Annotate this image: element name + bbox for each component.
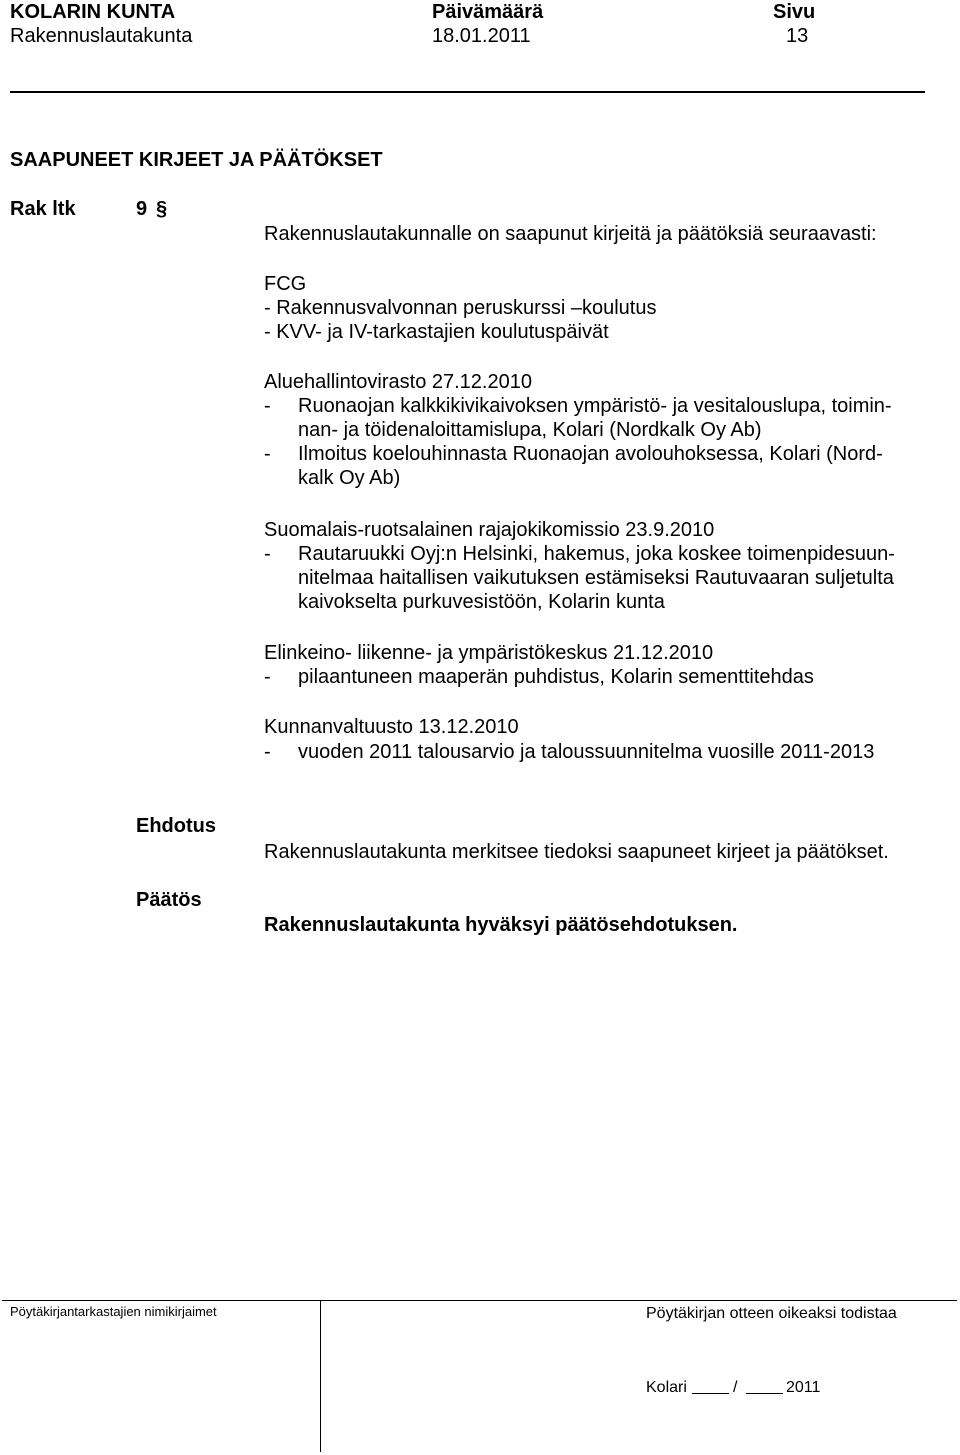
paragraph-symbol: § xyxy=(156,198,168,220)
board-name: Rakennuslautakunta xyxy=(10,25,193,47)
group-title-council: Kunnanvaltuusto 13.12.2010 xyxy=(264,716,519,738)
page-number: 13 xyxy=(786,25,809,47)
footer-slash: / xyxy=(733,1379,738,1396)
org-name: KOLARIN KUNTA xyxy=(10,1,176,23)
proposal-label: Ehdotus xyxy=(136,815,216,837)
group-title-fcg: FCG xyxy=(264,273,307,295)
list-item: Ruonaojan kalkkikivikaivoksen ympäristö- ja vesitalouslupa, toimin- xyxy=(298,395,892,417)
list-dash: - xyxy=(264,741,271,763)
paragraph-label: Rak ltk xyxy=(10,198,76,220)
section-title: SAAPUNEET KIRJEET JA PÄÄTÖKSET xyxy=(10,149,383,171)
paragraph-number: 9 xyxy=(136,198,148,220)
list-dash: - xyxy=(264,543,271,565)
group-title-ely: Elinkeino- liikenne- ja ympäristökeskus 21.12.2010 xyxy=(264,642,714,664)
list-item-continued: kaivokselta purkuvesistöön, Kolarin kunta xyxy=(298,591,665,613)
date-value: 18.01.2011 xyxy=(432,25,531,47)
proposal-text: Rakennuslautakunta merkitsee tiedoksi saapuneet kirjeet ja päätökset. xyxy=(264,841,889,863)
list-item-continued: kalk Oy Ab) xyxy=(298,467,401,489)
footer-place: Kolari xyxy=(646,1379,687,1396)
decision-label: Päätös xyxy=(136,889,202,911)
list-item: Ilmoitus koelouhinnasta Ruonaojan avolouhoksessa, Kolari (Nord- xyxy=(298,443,883,465)
list-dash: - xyxy=(264,395,271,417)
day-blank-line xyxy=(692,1393,729,1394)
group-title-avi: Aluehallintovirasto 27.12.2010 xyxy=(264,371,532,393)
decision-text: Rakennuslautakunta hyväksyi päätösehdotuksen. xyxy=(264,914,738,936)
list-item: - KVV- ja IV-tarkastajien koulutuspäivät xyxy=(264,321,609,343)
list-item-continued: nan- ja töidenaloittamislupa, Kolari (Nordkalk Oy Ab) xyxy=(298,419,762,441)
list-item-continued: nitelmaa haitallisen vaikutuksen estämiseksi Rautuvaaran suljetulta xyxy=(298,567,894,589)
list-dash: - xyxy=(264,443,271,465)
footer-separator xyxy=(320,1300,321,1452)
date-label: Päivämäärä xyxy=(432,1,544,23)
footer-top-rule xyxy=(2,1300,957,1301)
page-label: Sivu xyxy=(773,1,816,23)
footer-year: 2011 xyxy=(786,1379,821,1396)
header-divider xyxy=(10,91,925,93)
group-title-commission: Suomalais-ruotsalainen rajajokikomissio 23.9.2010 xyxy=(264,519,715,541)
inspectors-initials-label: Pöytäkirjantarkastajien nimikirjaimet xyxy=(10,1304,217,1319)
list-item: - Rakennusvalvonnan peruskurssi –koulutus xyxy=(264,297,657,319)
intro-text: Rakennuslautakunnalle on saapunut kirjeitä ja päätöksiä seuraavasti: xyxy=(264,223,877,245)
certification-label: Pöytäkirjan otteen oikeaksi todistaa xyxy=(646,1305,897,1322)
list-item: vuoden 2011 talousarvio ja taloussuunnitelma vuosille 2011-2013 xyxy=(298,741,875,763)
list-dash: - xyxy=(264,666,271,688)
month-blank-line xyxy=(746,1393,783,1394)
list-item: pilaantuneen maaperän puhdistus, Kolarin sementtitehdas xyxy=(298,666,814,688)
list-item: Rautaruukki Oyj:n Helsinki, hakemus, joka koskee toimenpidesuun- xyxy=(298,543,895,565)
